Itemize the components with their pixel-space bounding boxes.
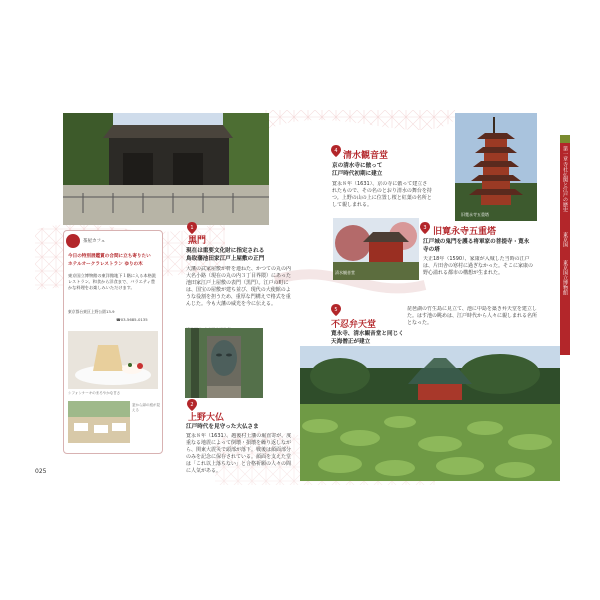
spot-4-title: 清水観音堂 — [343, 151, 389, 161]
spot-5-title: 不忍弁天堂 — [331, 320, 377, 330]
cafe-column-headline-2: ホテルオークラレストラン ゆりの木 — [68, 262, 143, 267]
map-pin-icon-5 — [331, 304, 341, 316]
spot-1-lead-1: 現在は重要文化財に指定される — [186, 248, 265, 254]
svg-text:4: 4 — [334, 148, 338, 154]
cafe-address: 東京都台東区上野公園13-9 — [68, 309, 115, 314]
ueno-daibutsu-photo — [185, 328, 263, 398]
spot-5-lead-2: 天海僧正が建立 — [331, 339, 371, 345]
spot-2-body: 寛永８年（1631）、越後村上藩の堀直寄が、度重なる地震によって倒壊・損壊を繰り返しながら、関東大震災で頭部が落下。戦後は顔面部分のみを記念に保存されている。顔面を支えた堂は「これ以上落ちない」と合格祈願の人々の間に人気がある。 — [186, 433, 292, 474]
svg-text:1: 1 — [190, 225, 194, 231]
spot-4-lead-1: 京の清水寺に倣って — [332, 163, 383, 169]
spot-2-lead: 江戸時代を見守った大仏さま — [186, 424, 259, 430]
chapter-label: 第一章 — [562, 146, 568, 161]
magazine-spread — [35, 110, 570, 485]
cafe-tel: ☎03-5685-0135 — [116, 317, 148, 322]
chapter-tab-1: 東京国 — [562, 232, 568, 247]
map-pin-icon-3 — [420, 222, 430, 234]
cafe-caption-2: 窓から緑の庭が見える — [132, 403, 160, 412]
former-kaneiji-pagoda-photo — [455, 113, 537, 221]
cafe-column-body: 東京国立博物館の東洋館地下１階に入る本格派レストラン。和食から洋食まで、バラエティ豊かな料理をお楽しみいただけます。 — [68, 273, 156, 290]
shinobazu-lotus-pond-photo — [300, 346, 560, 481]
spot-1-title: 黒門 — [188, 236, 207, 246]
svg-text:5: 5 — [334, 307, 338, 313]
spot-5-body: 琵琶湖の竹生島に見立て、池に中島を築き弁天堂を建立した。はす池の眺めは、江戸時代から人々に親しまれる名所となった。 — [407, 306, 538, 326]
spot-4-body: 寛永８年（1631）、京の寺に倣って建立されたもので、その名のとおり清水の舞台を持つ。上野の山の上に位置し桜と紅葉の名所として親しまれる。 — [332, 181, 432, 208]
map-pin-icon-4 — [331, 145, 341, 157]
spot-2-title: 上野大仏 — [188, 413, 225, 423]
cafe-caption-1: シフォンケーキのまろやかな甘さ — [68, 391, 121, 395]
cafe-column-label: 茶屋カフェ — [83, 239, 106, 244]
spot-3-lead: 江戸城の鬼門を護る将軍家の菩提寺・寛永寺の塔 — [423, 239, 530, 253]
chiffon-cake-photo — [68, 331, 158, 389]
restaurant-interior-photo — [68, 401, 130, 443]
chapter-title: 寺社仏閣と江戸の歴史 — [562, 162, 568, 212]
spot-3-body: 天正18年（1590）、家康が入城した当時の江戸は、片田舎の寒村に過ぎなかった。そこに家康の野心溢れる都市の構想が生まれた。 — [423, 256, 533, 276]
chapter-index-tab-top — [560, 135, 570, 143]
spot-3-caption: 旧寛永寺五重塔 — [461, 212, 489, 217]
spot-3-title: 旧寛永寺五重塔 — [433, 227, 497, 237]
spot-5-lead-1: 寛永寺、清水観音堂と同じく — [331, 331, 404, 337]
svg-text:2: 2 — [190, 402, 194, 408]
spot-1-lead-2: 鳥取藩池田家江戸上屋敷の正門 — [186, 256, 265, 262]
spot-4-lead-2: 江戸時代初期に建立 — [332, 171, 383, 177]
cafe-column-headline-1: 今日の特別展鑑賞の合間に立ち寄りたい — [68, 254, 151, 259]
cafe-column-badge — [66, 234, 80, 248]
page-number: 025 — [35, 468, 47, 475]
spot-4-caption: 清水観音堂 — [335, 270, 355, 275]
spot-1-body: 大藩の武家屋敷が軒を連ねた、かつての丸の内大名小路（現在の丸の内３丁目界隈）にあった池田家江戸上屋敷の表門（黒門）。江戸の町には、国宝の屋敷が建ち並び、現代の大使館のような役割を担うため、重厚な門構えで格式を重んじた。今も大藩の威光を今に伝える。 — [186, 266, 292, 307]
kuromon-gate-photo — [63, 113, 269, 225]
svg-text:3: 3 — [423, 225, 427, 231]
chapter-tab-2: 東京国立博物館 — [562, 260, 568, 295]
cafe-column-box — [63, 230, 163, 454]
